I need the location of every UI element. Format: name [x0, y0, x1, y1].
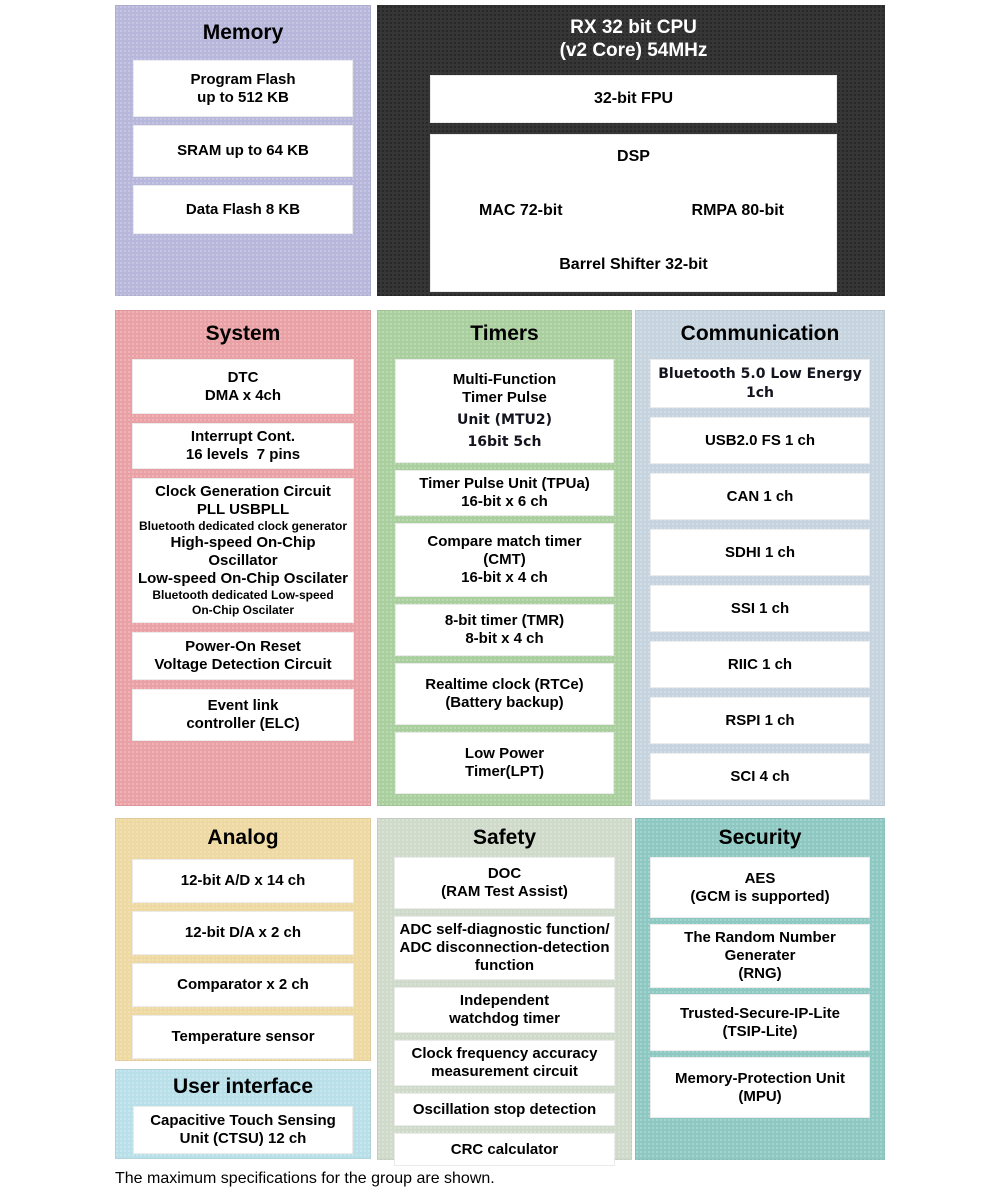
spec-text: Capacitive Touch Sensing — [150, 1112, 336, 1130]
spec-text: ADC self-diagnostic function/ — [399, 921, 610, 939]
spec-text: (Battery backup) — [445, 694, 564, 712]
spec-box — [133, 185, 353, 234]
spec-box — [394, 857, 615, 909]
spec-box — [132, 963, 354, 1007]
spec-text: (MPU) — [738, 1087, 782, 1105]
memory-items — [133, 60, 353, 234]
spec-text: CRC calculator — [450, 1140, 559, 1158]
spec-box — [394, 916, 615, 980]
spec-text: function — [474, 957, 535, 975]
spec-box — [394, 1133, 615, 1166]
spec-box — [132, 632, 354, 680]
spec-box — [650, 473, 870, 520]
memory-title: Memory — [202, 21, 284, 44]
spec-text: Comparator x 2 ch — [177, 976, 309, 994]
spec-box — [132, 359, 354, 414]
spec-text: 12-bit A/D x 14 ch — [180, 872, 306, 890]
spec-box — [395, 470, 614, 516]
spec-text: SSI 1 ch — [730, 599, 790, 617]
spec-box — [133, 1106, 353, 1154]
timers-items — [395, 359, 614, 794]
spec-text: 8-bit timer (TMR) — [444, 612, 565, 630]
spec-text: Memory-Protection Unit — [674, 1069, 845, 1087]
spec-text: Bluetooth dedicated Low-speed — [152, 588, 334, 603]
security-title: Security — [718, 826, 802, 849]
spec-text: Low Power — [464, 745, 545, 763]
spec-text: Multi-Function — [452, 370, 557, 388]
spec-text: ADC disconnection-detection — [399, 939, 610, 957]
spec-box — [395, 663, 614, 725]
spec-text: (RAM Test Assist) — [441, 883, 568, 901]
system-title: System — [205, 322, 281, 345]
spec-box — [650, 417, 870, 464]
spec-text: Unit (MTU2) — [456, 411, 553, 428]
spec-text: 16-bit x 6 ch — [461, 493, 548, 511]
spec-text: Compare match timer — [427, 533, 582, 551]
spec-box — [132, 689, 354, 741]
dsp-label: DSP — [617, 147, 650, 165]
spec-text: Bluetooth dedicated clock generator — [138, 519, 348, 534]
spec-text: SCI 4 ch — [730, 767, 790, 785]
spec-box — [132, 1015, 354, 1059]
spec-box — [132, 478, 354, 623]
timers-block — [377, 310, 632, 806]
safety-block — [377, 818, 632, 1160]
spec-box — [650, 359, 870, 408]
spec-box — [395, 732, 614, 794]
spec-text: Timer Pulse — [462, 388, 547, 406]
spec-box — [133, 60, 353, 117]
security-items — [650, 857, 870, 1118]
spec-text: controller (ELC) — [186, 715, 300, 733]
user-interface-title: User interface — [172, 1075, 314, 1098]
spec-text: RSPI 1 ch — [725, 711, 795, 729]
spec-text: Voltage Detection Circuit — [154, 656, 332, 674]
spec-text: Clock frequency accuracy — [411, 1045, 598, 1063]
spec-box — [394, 1040, 615, 1086]
analog-items — [132, 859, 354, 1059]
spec-text: Timer Pulse Unit (TPUa) — [419, 475, 590, 493]
spec-text: Bluetooth 5.0 Low Energy — [658, 366, 862, 383]
spec-text: RIIC 1 ch — [727, 655, 793, 673]
spec-text: DTC — [227, 368, 259, 386]
safety-title: Safety — [472, 826, 537, 849]
cpu-title-line1: RX 32 bit CPU — [570, 17, 697, 38]
spec-text: 16bit 5ch — [467, 434, 542, 451]
rmpa-label: RMPA 80-bit — [691, 202, 784, 219]
spec-text: Data Flash 8 KB — [185, 200, 301, 218]
spec-box — [650, 529, 870, 576]
security-block — [635, 818, 885, 1160]
barrel-shifter-label: Barrel Shifter 32-bit — [559, 256, 708, 274]
spec-box — [395, 359, 614, 463]
spec-text: SRAM up to 64 KB — [177, 142, 309, 160]
communication-items — [650, 359, 870, 800]
system-items — [132, 359, 354, 741]
spec-text: USB2.0 FS 1 ch — [704, 431, 816, 449]
spec-text: 16-bit x 4 ch — [461, 569, 548, 587]
analog-title: Analog — [207, 826, 279, 849]
spec-box — [394, 987, 615, 1033]
spec-box — [650, 641, 870, 688]
spec-text: High-speed On-Chip Oscillator — [170, 534, 320, 570]
spec-box — [650, 1057, 870, 1118]
spec-text: Event link — [207, 697, 279, 715]
user-interface-items — [133, 1106, 353, 1154]
cpu-title — [430, 17, 837, 63]
spec-text: 16 levels 7 pins — [185, 446, 301, 464]
spec-box — [650, 857, 870, 918]
spec-text: watchdog timer — [449, 1010, 560, 1028]
spec-text: Oscillation stop detection — [412, 1100, 597, 1118]
user-interface-block — [115, 1069, 371, 1159]
spec-text: Low-speed On-Chip Oscilater — [137, 570, 349, 588]
spec-text: Independent — [459, 992, 550, 1010]
spec-text: 1ch — [745, 384, 774, 401]
spec-box — [650, 697, 870, 744]
spec-box — [650, 585, 870, 632]
spec-text: Clock Generation Circuit — [155, 483, 331, 501]
spec-box — [395, 604, 614, 656]
spec-text: (GCM is supported) — [690, 887, 830, 905]
mac-label: MAC 72-bit — [479, 202, 563, 219]
spec-text: Interrupt Cont. — [190, 428, 296, 446]
spec-text: AES — [744, 869, 776, 887]
analog-block — [115, 818, 371, 1061]
cpu-block — [377, 5, 885, 296]
spec-text: Trusted-Secure-IP-Lite — [679, 1004, 841, 1022]
spec-text: Program Flash — [190, 70, 296, 88]
spec-box — [132, 911, 354, 955]
communication-title: Communication — [680, 322, 840, 345]
spec-text: Unit (CTSU) 12 ch — [179, 1130, 307, 1148]
spec-box — [395, 523, 614, 597]
timers-title: Timers — [470, 322, 539, 345]
spec-text: CAN 1 ch — [726, 487, 794, 505]
spec-text: (CMT) — [483, 551, 526, 569]
spec-text: 8-bit x 4 ch — [465, 630, 544, 648]
spec-box — [394, 1093, 615, 1126]
fpu-box — [430, 75, 837, 123]
spec-box — [650, 753, 870, 800]
spec-box — [132, 859, 354, 903]
spec-text: On-Chip Oscilater — [191, 603, 295, 618]
spec-box — [132, 423, 354, 469]
footer-note: The maximum specifications for the group are shown. — [115, 1170, 495, 1187]
spec-text: PLL USBPLL — [196, 501, 290, 519]
safety-items — [394, 857, 615, 1166]
fpu-label: 32-bit FPU — [593, 90, 674, 107]
spec-text: (RNG) — [738, 965, 782, 983]
spec-text: Realtime clock (RTCe) — [425, 676, 584, 694]
memory-block — [115, 5, 371, 296]
spec-text: (TSIP-Lite) — [722, 1022, 798, 1040]
communication-block — [635, 310, 885, 806]
spec-text: Temperature sensor — [171, 1028, 315, 1046]
spec-box — [650, 994, 870, 1051]
spec-text: SDHI 1 ch — [724, 543, 796, 561]
spec-text: 12-bit D/A x 2 ch — [184, 924, 302, 942]
spec-text: Power-On Reset — [185, 638, 301, 656]
cpu-title-line2: (v2 Core) 54MHz — [559, 39, 708, 61]
system-block — [115, 310, 371, 806]
spec-text: DOC — [487, 865, 522, 883]
spec-text: up to 512 KB — [197, 88, 289, 106]
spec-text: Timer(LPT) — [465, 763, 544, 781]
spec-box — [133, 125, 353, 177]
dsp-box — [430, 134, 837, 292]
dsp-sub-units — [431, 201, 836, 220]
spec-box — [650, 924, 870, 988]
spec-text: measurement circuit — [431, 1063, 578, 1081]
spec-text: The Random Number Generater — [684, 929, 841, 965]
spec-text: DMA x 4ch — [204, 386, 282, 404]
